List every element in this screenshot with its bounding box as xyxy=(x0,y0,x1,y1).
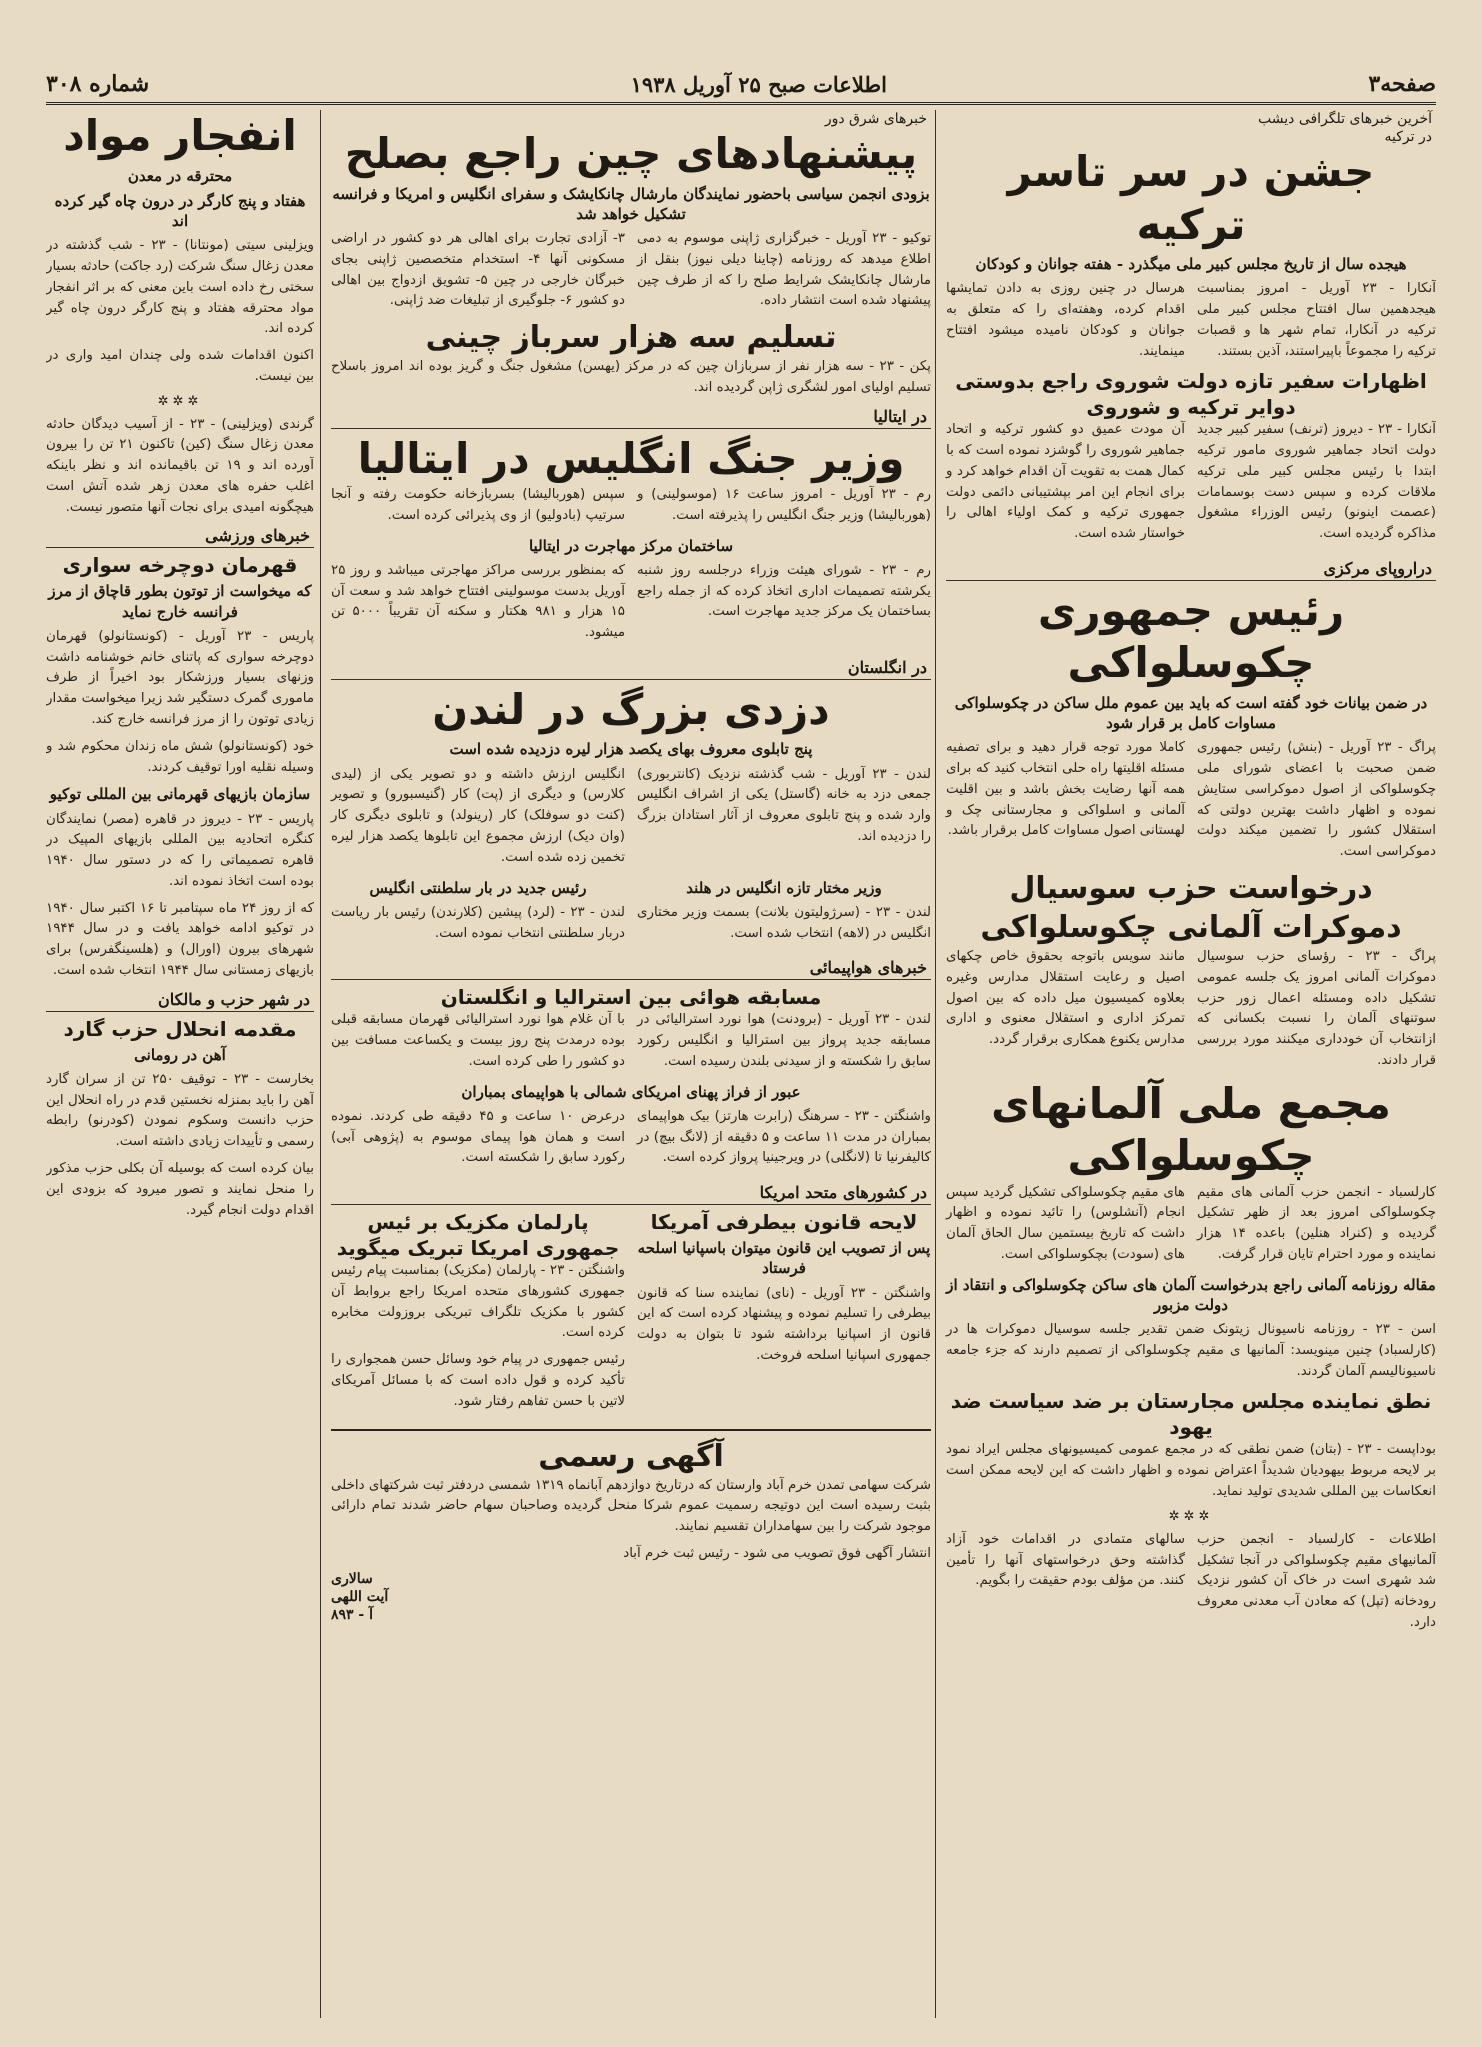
article-mine-victims: گرندی (ویزلینی) - ۲۳ - از آسیب دیدگان حادثه معدن زغال سنگ (کین) تاکنون ۲۱ تن را بیرون آورده اند و ۱۹ تن باقیمانده اند و نظر باینکه اغلب حفره های معدن زهر شده آتش است هیچگونه امیدی برای نجات آنها متصور نیست. xyxy=(46,416,314,515)
article-mexico-parliament-cont: رئیس جمهوری در پیام خود وسائل حسن همجواری را تأکید کرده و قول داده است که با مسائل آمریکای لاتین با حسن تفاهم رفتار شود. xyxy=(331,1352,625,1409)
headline-neutrality-law: لایحه قانون بیطرفی آمریکا xyxy=(650,1210,918,1235)
headline-german-assembly: مجمع ملی آلمانهای چکوسلواکی xyxy=(991,1078,1391,1181)
article-body: آنکارا - ۲۳ آوریل - امروز بمناسبت هیجدهمین سال افتتاح مجلس کبیر ملی ترکیه در آنکارا، تمام شهر ها و قصبات ترکیه را مجموعاً باپیراستند، آذین بستند. xyxy=(1197,281,1436,359)
article-turkey-celebration xyxy=(946,279,1436,368)
article-body: کاملا مورد توجه قرار دهید و برای تصفیه مسئله اقلیتها راه حلی انتخاب کنید که برای همه آنها رضایت بخش باشد و بین اقلیت آلمانی و اسلواکی و مجارستانی چک و لهستانی اصول مساوات کامل برقرار باشد. xyxy=(946,740,1185,839)
official-notice xyxy=(331,1429,931,1623)
article-body: با آن غلام هوا نورد استرالیائی قهرمان مسابقه قبلی بوده درمدت پنج روز بیست و یکساعت مسافت بین دو کشور را طی کرده است. xyxy=(331,1012,625,1069)
article-london-theft xyxy=(331,765,931,875)
issue-number: شماره ۳۰۸ xyxy=(46,71,150,97)
subhead-czech-president: در ضمن بیانات خود گفته است که باید بین عموم ملل ساکن در چکوسلواکی مساوات کامل بر قرار شود xyxy=(954,693,1428,733)
article-body: آنکارا - ۲۳ - دیروز (ترنف) سفیر کبیر جدید دولت اتحاد جماهیر شوروی مامور ترکیه ابتدا با رئیس مجلس کبیر ملی ترکیه ملاقات کرده و سپس دست بوسمامات (عصمت اینونو) رئیس الوزراء مشغول مذاکره گردیده است. xyxy=(1197,422,1436,542)
notice-signer-2: آیت اللهی xyxy=(331,1588,389,1605)
article-body: توکیو - ۲۳ آوریل - خبرگزاری ژاپنی موسوم به دمی اطلاع میدهد که روزنامه (چاینا دیلی نیوز) بنقل از مارشال چانکایشک شرایط صلح را که از طرف چین پیشنهاد شده است انتشار داده. xyxy=(637,231,931,309)
article-social-democrats xyxy=(946,947,1436,1078)
article-body: هرسال در چنین روزی به دادن تمایشها اقدام کرده، وهفته‌ای را که متعلق به جوانان و کودکان نامیده میشود افتتاح مینمایند. xyxy=(946,281,1185,359)
article-netherlands-minister: لندن - ۲۳ - (سرژولیتون بلانت) بسمت وزیر مختاری انگلیس در (لاهه) انتخاب شده است. xyxy=(637,904,931,941)
article-body: ۳- آزادی تجارت برای اهالی هر دو کشور در اراضی مسکونی آنها ۴- استخدام متخصصین ژاپنی بجای خبرگان خارجی در چین ۵- تشویق ازدواج بین اهالی دو کشور ۶- جلوگیری از تبلیغات ضد ژاپنی. xyxy=(331,231,625,309)
article-czech-president xyxy=(946,738,1436,869)
headline-netherlands-minister: وزیر مختار تازه انگلیس در هلند xyxy=(686,878,882,897)
article-neutrality-law: واشنگتن - ۲۳ آوریل - (نای) نماینده سنا که قانون بیطرفی را تسلیم نموده و پیشنهاد کرده است که این قانون از اسپانیا برداشته شود تا بتوان به دولت جمهوری اسپانیا اسلحه فروخت. xyxy=(637,1285,931,1363)
article-tokyo-games-cont: که از روز ۲۴ ماه سپتامبر تا ۱۶ اکتبر سال ۱۹۴۰ در توکیو ادامه خواهد یافت و در سال ۱۹۴۴ شهرهای بیرون (اورال) و (هلسینگفرس) برای بازیهای زمستانی سال ۱۹۴۴ انتخاب شده است. xyxy=(46,900,314,978)
article-german-newspaper: اسن - ۲۳ - روزنامه ناسیونال زیتونک ضمن تقدیر جلسه سوسیال دموکرات ها در (کارلسباد) چنین مینویسد: آلمانیها ی مقیم چکوسلواکی از تصمیم دارند که جزء جامعه ناسیونالیسم آلمان گردند. xyxy=(946,1322,1436,1379)
article-war-minister-italy xyxy=(331,485,931,533)
article-soviet-ambassador xyxy=(946,420,1436,551)
subhead-china-peace: بزودی انجمن سیاسی باحضور نمایندگان مارشال چانکایشک و سفرای انگلیس و امریکا و فرانسه تشکیل خواهد شد xyxy=(332,184,930,223)
headline-hungary-speech: نطق نماینده مجلس مجارستان بر ضد سیاست ضد یهود xyxy=(950,1389,1432,1440)
masthead xyxy=(46,66,1436,105)
article-body: پراگ - ۲۳ - رؤسای حزب سوسیال دموکرات آلمانی امروز یک جلسه عمومی تشکیل داده ومسئله اعمال زور حزب سوتنهای آلمان را نسبت بکسانی که ازانتخاب آن خودداری میکنند مورد بررسی قرار دادند. xyxy=(1197,949,1436,1068)
page-label: صفحه۳ xyxy=(1368,71,1436,97)
section-aviation: خبرهای هواپیمائی xyxy=(331,956,931,980)
section-england: در انگلستان xyxy=(331,656,931,680)
headline-mexico-parliament: پارلمان مکزیک بر ئیس جمهوری امریکا تبریک میگوید xyxy=(336,1210,620,1261)
article-body: درعرض ۱۰ ساعت و ۴۵ دقیقه طی کردند. نموده است و همان هوا پیمای موسوم به (پژوهی آبی) رکورد سابق را شکسته است. xyxy=(331,1108,625,1166)
article-chinese-surrender: پکن - ۲۳ - سه هزار نفر از سربازان چین که در مرکز (یهسن) مشغول جنگ و گریز بوده اند امروز باسلاح تسلیم اولیای امور لشگری ژاپن گردیده اند. xyxy=(331,359,931,395)
headline-royal-court: رئیس جدید در بار سلطنتی انگلیس xyxy=(369,878,587,897)
kicker-turkey: در ترکیه xyxy=(1384,129,1432,145)
star-separator: ✲✲✲ xyxy=(157,393,203,409)
subhead-cyclist: که میخواست از توتون بطور قاچاق از مرز فرانسه خارج نماید xyxy=(48,582,312,621)
article-royal-court: لندن - ۲۳ - (لرد) پیشین (کلارندن) رئیس بار ریاست دربار سلطنتی انتخاب نموده است. xyxy=(331,904,626,941)
article-iron-guard: بخارست - ۲۳ - توقیف ۲۵۰ تن از سران گارد آهن را باید بمنزله نخستین قدم در راه انحلال این حزب دانست وسکوم نمودن (کودرنو) رابطه رسمی و تأییدات زیادی داشته است. xyxy=(46,1071,314,1150)
article-body: پراگ - ۲۳ آوریل - (بنش) رئیس جمهوری ضمن صحبت با اعضای شورای ملی چکوسلواکی از اصول دموکراسی ستایش نموده و اظهار داشت بهترین دولتی که استقلال کشور را تضمین میکند دولت دموکراسی است. xyxy=(1197,740,1436,860)
article-body: سپس (هورباليشا) بسربازخانه حکومت رفته و آنجا سرتیپ (بادولیو) از وی پذیرائی کرده است. xyxy=(331,487,625,523)
headline-bomber-flight: عبور از فراز پهنای امریکای شمالی با هواپیمای بمباران xyxy=(461,1082,801,1101)
article-china-peace xyxy=(331,229,931,318)
article-body: واشنگتن - ۲۳ - سرهنگ (رابرت هارتز) بیک هواپیمای بمباران در مدت ۱۱ ساعت و ۵ دقیقه از (لانگ بیچ) در کالیفرنیا تا (لانگلی) در ویرجینیا پرواز کرده است. xyxy=(637,1108,931,1166)
article-body: لندن - ۲۳ آوریل - شب گذشته نزدیک (کانتربوری) جمعی دزد به خانه (گاستل) یکی از اشراف انگلیس وارد شده و پنج تابلوی معروف از آثار استادان بزرگ را دزدیده اند. xyxy=(637,766,931,844)
headline-china-peace: پیشنهادهای چین راجع بصلح xyxy=(344,129,918,178)
column-right xyxy=(935,110,1436,2018)
notice-approval: انتشار آگهی فوق تصویب می شود - رئیس ثبت خرم آباد xyxy=(623,1545,931,1561)
headline-official-notice: آگهی رسمی xyxy=(538,1438,724,1474)
article-bomber-flight xyxy=(331,1107,931,1175)
article-body: های مقیم چکوسلواکی تشکیل گردید سپس انجام (آنشلوس) را تائید نموده و اظهار داشت که تاریخ بیستمین سال الحاق آلمان های (سودت) بچکوسلواکی است. xyxy=(946,1184,1185,1262)
headline-iron-guard: مقدمه انحلال حزب گارد xyxy=(63,1016,297,1041)
headline-war-minister-italy: وزیر جنگ انگلیس در ایتالیا xyxy=(357,433,905,483)
article-body: اطلاعات - کارلسباد - انجمن حزب آلمانیهای مقیم چکوسلواکی در آنجا تشکیل شد شهری است در خاک آن کشور نزدیک رودخانه (تپل) که معادن آب معدنی معروف دارد. xyxy=(1197,1531,1436,1630)
article-body: انگلیس ارزش داشته و دو تصویر یکی از (لیدی کلارس) و دیگری از (پت) کار (گنیسبورو) و تصویر (کنت دو سوفلک) کار (رینولد) و تابلوی دیگری کار (وان دیک) ارزش مجموع این تابلوها یکصد هزار لیره تخمین زده شده است. xyxy=(331,766,625,865)
subhead-iron-guard: آهن در رومانی xyxy=(134,1045,226,1064)
notice-reference: آ - ۸۹۳ xyxy=(331,1606,374,1623)
article-body: آن مودت عمیق دو کشور ترکیه و اتحاد جماهیر شوروی را گوشزد نموده است که با کمال همت به تقویت آن اقدام خواهد کرد و برای انجام این امر بپشتیبانی دائمی دولت جمهوری ترکیه و کمک اولیاء اهالی را خواستار شده است. xyxy=(946,422,1185,542)
article-karlsbad-note xyxy=(946,1530,1436,1640)
row-short-news xyxy=(331,875,931,951)
article-cyclist-cont: خود (کونستانولو) شش ماه زندان محکوم شد و وسیله نقلیه اورا توقیف کردند. xyxy=(46,738,314,775)
headline-czech-president: رئیس جمهوری چکوسلواکی xyxy=(1037,585,1345,688)
headline-turkey-celebration: جشن در سر تاسر ترکیه xyxy=(1007,147,1375,249)
article-tokyo-games: پاریس - ۲۳ - دیروز در قاهره (مصر) نمایندگان کنگره اتحادیه بین المللی بازیهای المپیک در قاهره تصمیماتی را که در دستور سال ۱۹۴۰ بوده است اتخاذ نموده اند. xyxy=(46,811,314,889)
headline-social-democrats: درخواست حزب سوسیال دموکرات آلمانی چکوسلواکی xyxy=(980,871,1402,945)
section-usa: در کشورهای متحد امریکا xyxy=(331,1181,931,1205)
headline-explosion: انفجار مواد xyxy=(63,111,297,160)
subhead-explosion-2: هفتاد و پنج کارگر در درون چاه گیر کرده اند xyxy=(54,191,306,230)
section-sport: خبرهای ورزشی xyxy=(46,524,314,548)
newspaper-page xyxy=(46,58,1436,2018)
article-cyclist: پاریس - ۲۳ آوریل - (کونستانولو) قهرمان دوچرخه سواری که پاتنای خانم خوشنامه داشت وزنهای بسیار ورزشکار بود اخیراً از طرف ماموری گمرک دستگیر شد زیرا میخواست مقدار زیادی توتون را از مرز فرانسه خارج کند. xyxy=(46,628,314,727)
column-left xyxy=(46,110,314,2018)
subhead-london-theft: پنج تابلوی معروف بهای یکصد هزار لیره دزدیده شده است xyxy=(449,740,813,759)
article-migration-center xyxy=(331,561,931,650)
article-body: لندن - ۲۳ آوریل - (برودنت) هوا نورد استرالیائی در مسابقه جدید پرواز بین استرالیا و انگلیس رکورد سابق را شکسته و از سیدنی بلندن رسیده است. xyxy=(637,1012,931,1069)
article-explosion: ویزلینی سیتی (مونتانا) - ۲۳ - شب گذشته در معدن زغال سنگ شرکت (رد جاکت) حادثه بسیار سختی رخ داده است باین معنی که بر اثر انفجار مواد محترقه هفتاد و پنج کارگر درون چاه گیر کرده اند. xyxy=(46,238,314,337)
article-iron-guard-cont: بیان کرده است که بوسیله آن بکلی حزب مذکور را منحل نمایند و تصور میرود که بزودی این اقدام دولت انجام گیرد. xyxy=(46,1160,314,1218)
article-body: سالهای متمادی در اقدامات خود آزاد گذاشته وحق درخواستهای آنها را تأمین کنند. من مؤلف بودم حقیقت را بگویم. xyxy=(946,1531,1185,1589)
section-far-east: خبرهای شرق دور xyxy=(824,111,927,127)
headline-air-race: مسابقه هوائی بین استرالیا و انگلستان xyxy=(440,985,822,1010)
headline-cyclist: قهرمان دوچرخه سواری xyxy=(62,553,298,578)
article-body: رم - ۲۳ - شورای هیئت وزراء درجلسه روز شنبه یکرشته تصمیمات اداری اتخاذ کرده که از جمله راجع بساختمان یک مرکز جدید مهاجرت است. xyxy=(637,562,931,620)
star-separator: ✲✲✲ xyxy=(1168,1508,1214,1524)
article-mexico-parliament: واشنگتن - ۲۳ - پارلمان (مکزیک) بمناسبت پیام رئیس جمهوری کشورهای متحده امریکا راجع بروابط آن کشور با مکزیک تلگراف تبریکی بروزولت مخابره کرده است. xyxy=(331,1263,625,1341)
headline-london-theft: دزدی بزرگ در لندن xyxy=(432,684,830,734)
section-central-europe: دراروپای مرکزی xyxy=(946,557,1436,581)
headline-tokyo-games: سازمان بازیهای قهرمانی بین المللی توکیو xyxy=(49,785,311,804)
kicker-latest: آخرین خبرهای تلگرافی دیشب xyxy=(1258,111,1432,127)
notice-body: شرکت سهامی تمدن خرم آباد وارستان که درتاریخ دوازدهم آبانماه ۱۳۱۹ شمسی دردفتر ثبت شرکتهای داخلی بثبت رسیده است این دوتیجه رسمیت عموم شرکا منحل گردیده وصاحبان سهام حاضر شدند تمام دارائی موجود شرکت را بین سهامداران تقسیم نمایند. xyxy=(331,1477,931,1535)
headline-chinese-surrender: تسلیم سه هزار سرباز چینی xyxy=(425,320,837,356)
headline-soviet-ambassador: اظهارات سفیر تازه دولت شوروی راجع بدوستی دوایر ترکیه و شوروی xyxy=(955,369,1427,420)
article-body: مانند سویس باتوجه بحقوق خاص چکهای اصیل و رعایت استقلال مدارس وغیره بعلاوه کمیسیون میل داده که بین اصول تمرکز اداری و استقلال معنوی و اداری مدارس یکنوع همکاری برقرار گردد. xyxy=(946,949,1185,1048)
article-body: که بمنظور بررسی مراکز مهاجرتی میباشد و روز ۲۵ آوریل بدست موسولینی افتتاح خواهد شد و سعت آن ۱۵ هزار و ۹۸۱ هکتار و سکنه آن تقریباً ۵۰۰۰ تن میشود. xyxy=(331,562,625,641)
row-usa-news xyxy=(331,1209,931,1418)
subhead-neutrality-law: پس از تصویب این قانون میتوان باسپانیا اسلحه فرستاد xyxy=(637,1239,931,1278)
headline-german-newspaper: مقاله روزنامه آلمانی راجع بدرخواست آلمان های ساکن چکوسلواکی و انتقاد از دولت مزبور xyxy=(946,1275,1436,1314)
article-hungary-speech: بوداپست - ۲۳ - (بتان) ضمن نطقی که در مجمع عمومی کمیسیونهای مجلس ایراد نمود بر لایحه مربوط بیهودیان شدیداً اعتراض نموده و اظهار داشت که این لایحه ممکن است انعکاسات بین المللی شدیدی تولید نماید. xyxy=(946,1442,1436,1499)
paper-date: اطلاعات صبح ۲۵ آوریل ۱۹۳۸ xyxy=(630,71,887,97)
article-air-race xyxy=(331,1010,931,1078)
subhead-turkey-celebration: هیجده سال از تاریخ مجلس کبیر ملی میگذرد - هفته جوانان و کودکان xyxy=(975,255,1407,273)
headline-migration-center: ساختمان مرکز مهاجرت در ایتالیا xyxy=(528,536,734,555)
article-body: کارلسباد - انجمن حزب آلمانی های مقیم چکوسلواکی امروز بعد از ظهر تشکیل گردیده و (کنراد هنلین) باعده ۱۴ هزار نماینده و مورد احترام تایان قرار گرفت. xyxy=(1197,1184,1436,1262)
section-italy: در ایتالیا xyxy=(331,405,931,429)
article-body: رم - ۲۳ آوریل - امروز ساعت ۱۶ (موسولینی) و (هورباليشا) وزیر جنگ انگلیس را پذیرفته است. xyxy=(637,487,931,523)
subhead-explosion-1: محترقه در معدن xyxy=(127,166,233,185)
article-german-assembly xyxy=(946,1183,1436,1272)
article-explosion-cont: اکنون اقدامات شده ولی چندان امید واری در بین نیست. xyxy=(46,348,314,384)
column-middle xyxy=(320,110,931,2018)
section-party: در شهر حزب و مالکان xyxy=(46,988,314,1012)
notice-signer-1: سالاری xyxy=(331,1570,373,1587)
